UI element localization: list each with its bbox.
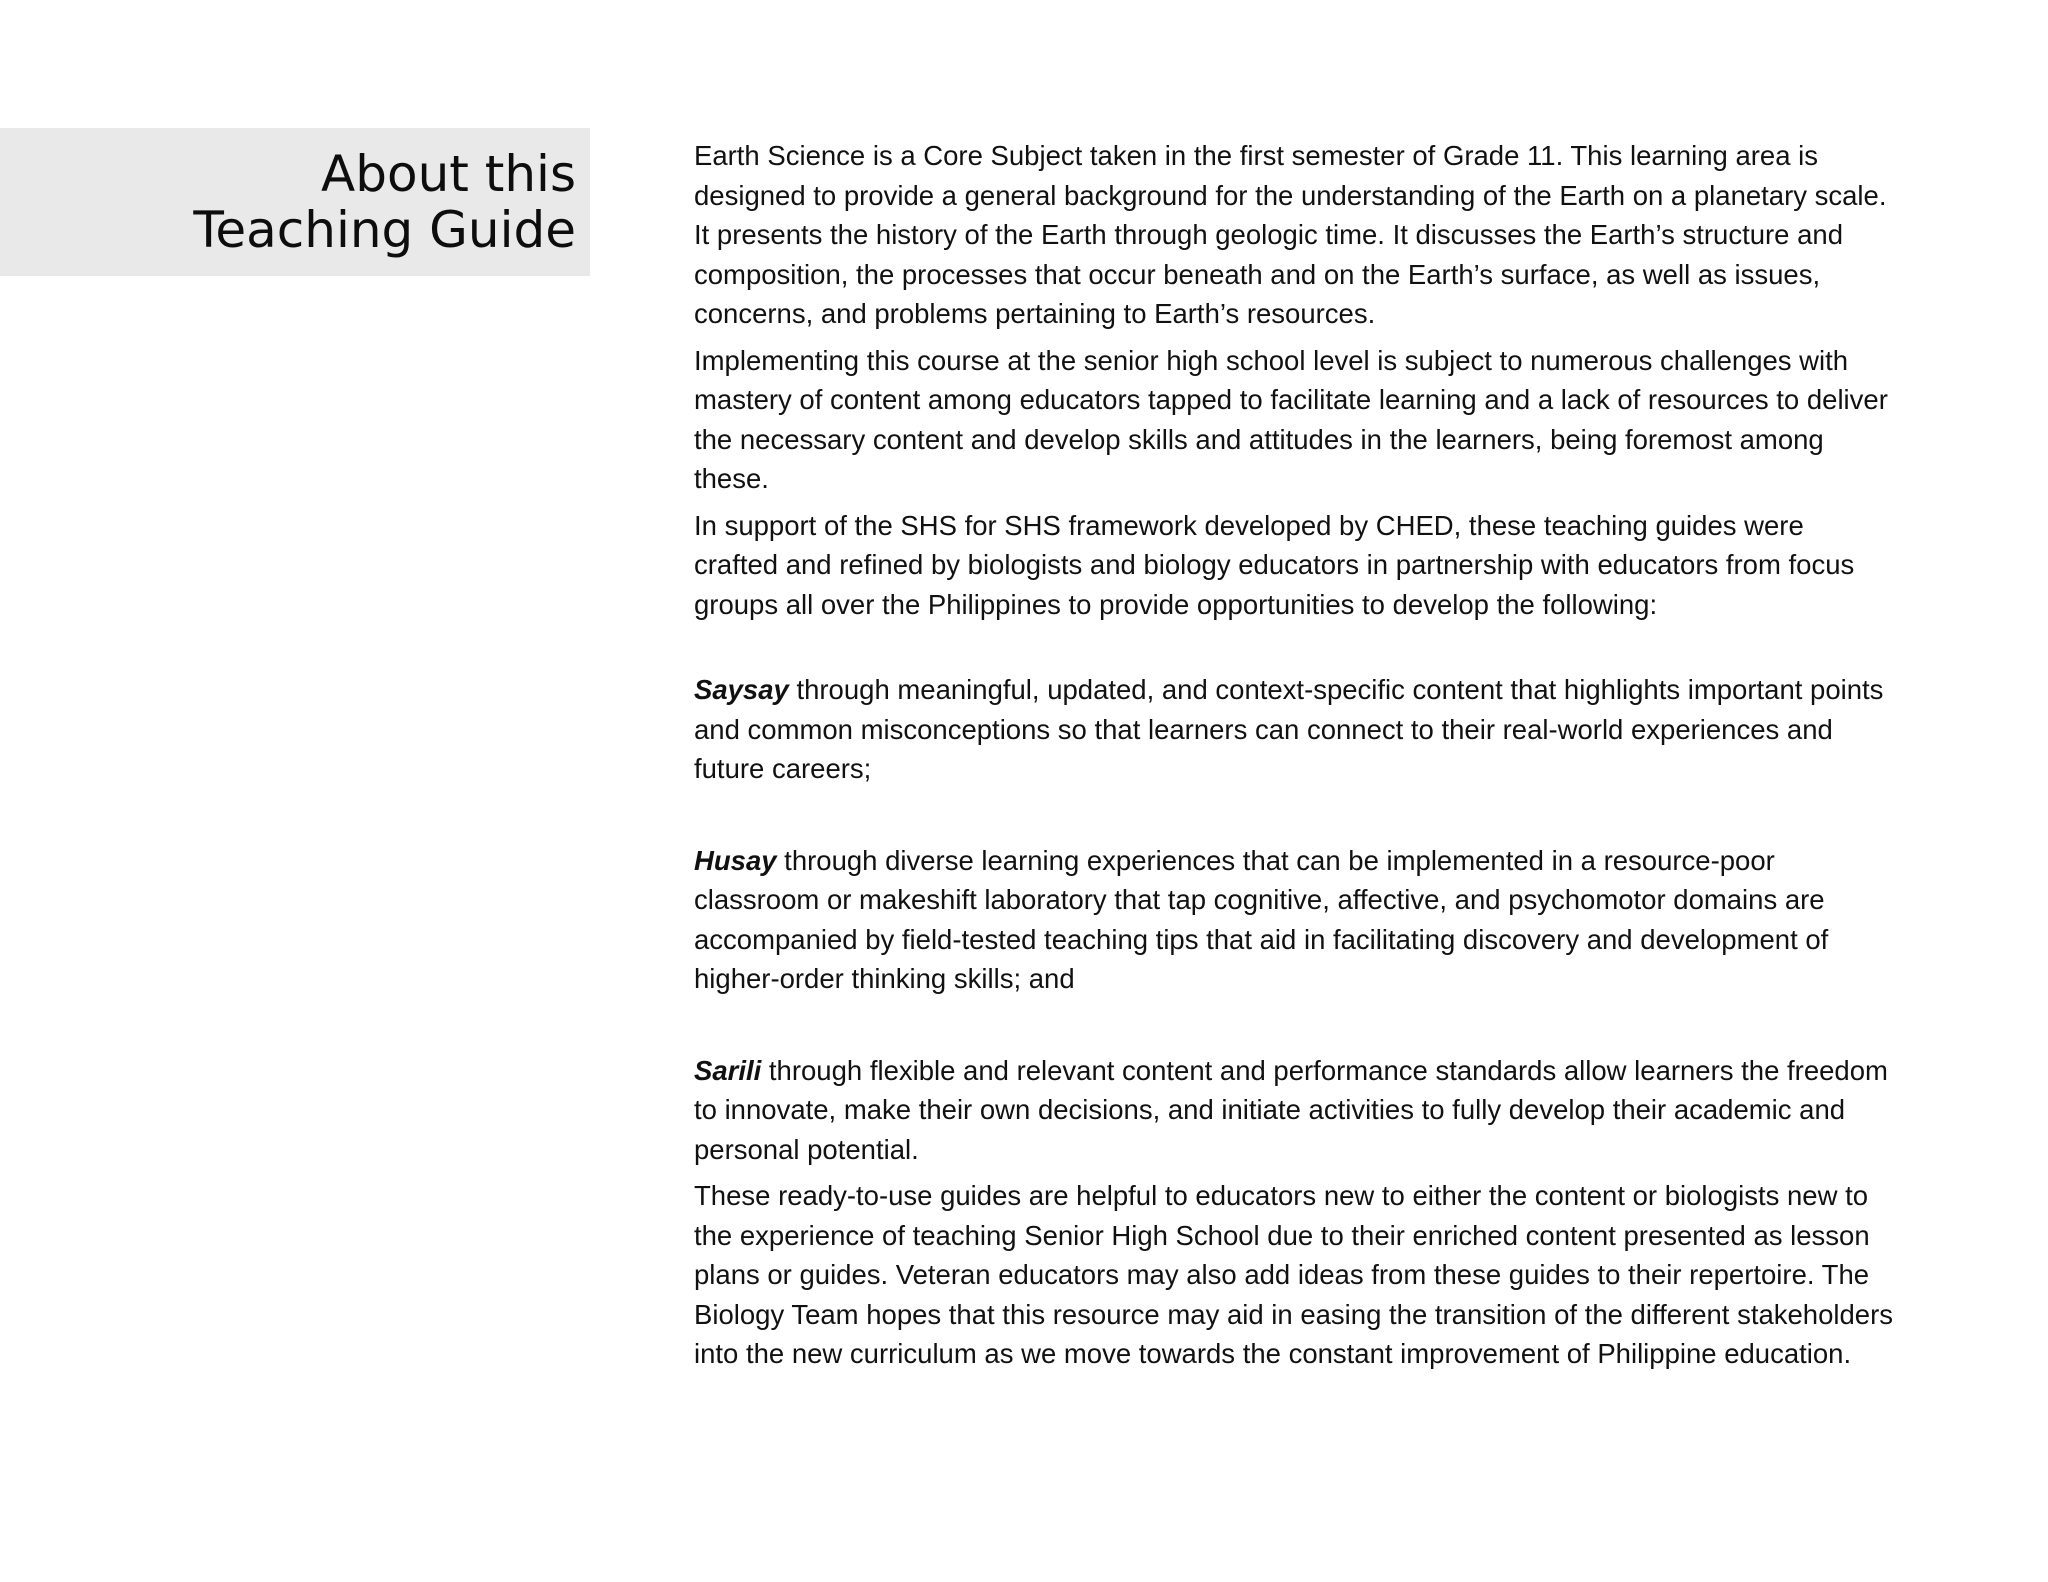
challenges-paragraph: Implementing this course at the senior high school level is subject to numerous challenges with mastery of content among educators tapped to facilitate learning and a lack of resources to deliver the necessary content and develop skills and attitudes in the learners, being foremost among these. [694,344,1888,494]
husay-paragraph [694,841,1894,999]
sarili-paragraph [694,1051,1894,1170]
saysay-term: Saysay [694,674,789,705]
body-text [694,136,1894,1381]
saysay-description: through meaningful, updated, and context-specific content that highlights important points and common misconceptions so that learners can connect to their real-world experiences and future careers; [694,674,1884,784]
sarili-description: through flexible and relevant content and performance standards allow learners the freedom to innovate, make their own decisions, and initiate activities to fully develop their academic and personal potential. [694,1054,1888,1165]
husay-term: Husay [694,844,777,876]
framework-paragraph: In support of the SHS for SHS framework developed by CHED, these teaching guides were crafted and refined by biologists and biology educators in partnership with educators from focus groups all over the Philippines to provide opportunities to develop the following: [694,509,1855,620]
page-title-line-2: Teaching Guide [193,201,576,259]
intro-paragraph: Earth Science is a Core Subject taken in the first semester of Grade 11. This learning area is designed to provide a general background for the understanding of the Earth on a planetary scale. It presents the history of the Earth through geologic time. It discusses the Earth’s structure and composition, the processes that occur beneath and on the Earth’s surface, as well as issues, concerns, and problems pertaining to Earth’s resources. [694,140,1887,329]
saysay-paragraph [694,670,1894,789]
page-title-line-1: About this [321,145,576,203]
title-block [0,128,590,276]
page-title [193,146,576,258]
husay-description: through diverse learning experiences that can be implemented in a resource-poor classroom or makeshift laboratory that tap cognitive, affective, and psychomotor domains are accompanied by field-tested teaching tips that aid in facilitating discovery and development of higher-order thinking skills; and [694,844,1829,994]
closing-paragraph: These ready-to-use guides are helpful to educators new to either the content or biologists new to the experience of teaching Senior High School due to their enriched content presented as lesson plans or guides. Veteran educators may also add ideas from these guides to their repertoire. The Biology Team hopes that this resource may aid in easing the transition of the different stakeholders into the new curriculum as we move towards the constant improvement of Philippine education. [694,1180,1893,1369]
sarili-term: Sarili [694,1054,762,1086]
